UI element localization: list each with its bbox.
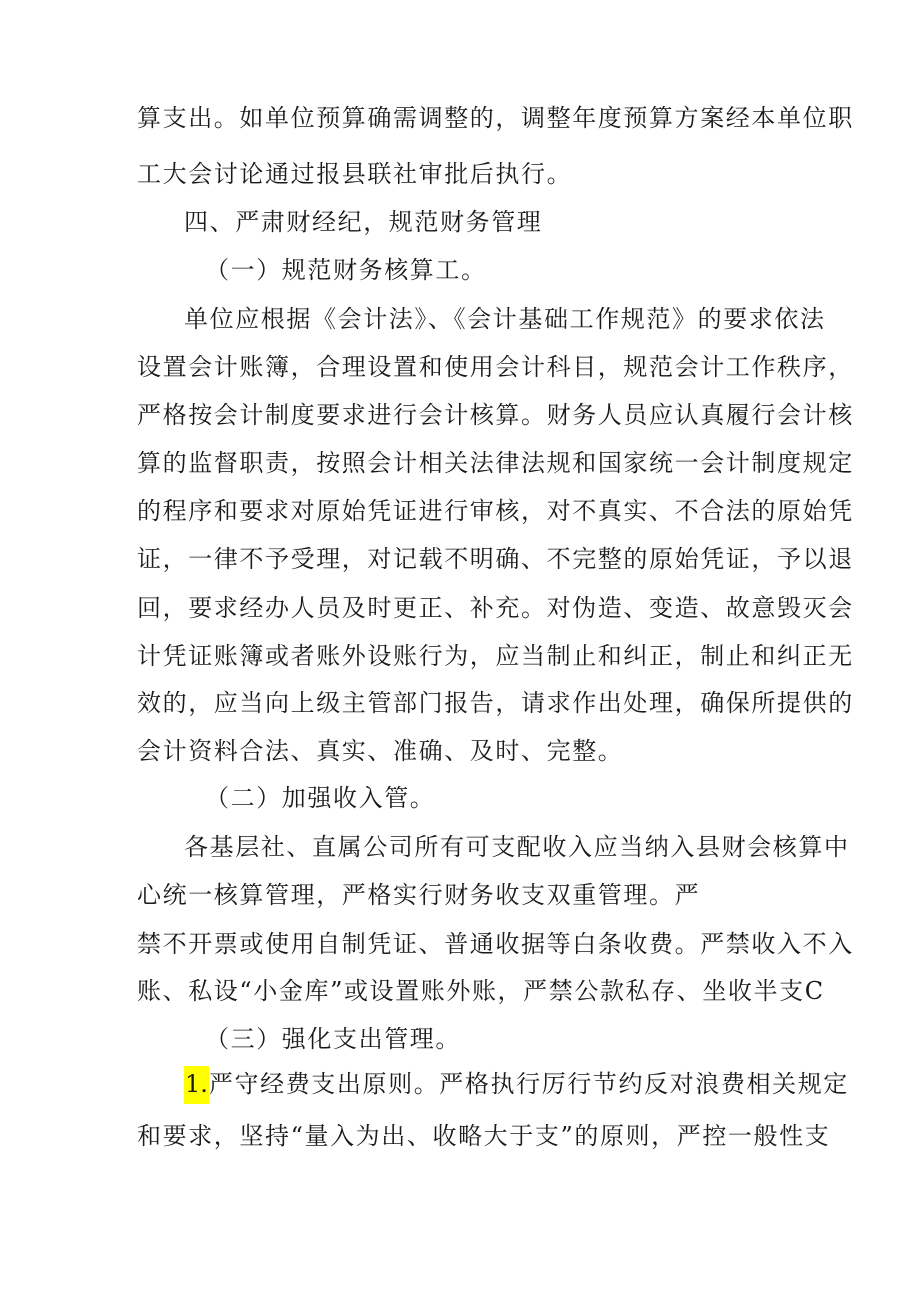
text-line: 心统一核算管理，严格实行财务收支双重管理。严 (137, 881, 701, 909)
text-line: 证，一律不予受理，对记载不明确、不完整的原始凭证，予以退 (137, 545, 854, 573)
subsection-heading: （一）规范财务核算工。 (205, 256, 487, 284)
text-line: 效的，应当向上级主管部门报告，请求作出处理，确保所提供的 (137, 689, 854, 717)
text-line: 设置会计账簿，合理设置和使用会计科目，规范会计工作秩序， (137, 353, 854, 381)
text-line: 会计资料合法、真实、准确、及时、完整。 (137, 737, 624, 765)
paragraph-first-line: 各基层社、直属公司所有可支配收入应当纳入县财会核算中 (184, 833, 850, 861)
text-line: 计凭证账簿或者账外设账行为，应当制止和纠正，制止和纠正无 (137, 642, 854, 670)
text-line: 回，要求经办人员及时更正、补充。对伪造、变造、故意毁灭会 (137, 594, 854, 622)
list-item-text: 严守经费支出原则。严格执行厉行节约反对浪费相关规定 (208, 1070, 849, 1098)
list-item-line (184, 1064, 849, 1104)
highlighted-item-number: 1. (184, 1066, 209, 1104)
text-line: 算支出。如单位预算确需调整的，调整年度预算方案经本单位职 (137, 104, 854, 132)
text-line: 和要求，坚持“量入为出、收略大于支”的原则，严控一般性支 (137, 1122, 831, 1150)
subsection-heading: （二）加强收入管。 (205, 784, 436, 812)
text-line: 严格按会计制度要求进行会计核算。财务人员应认真履行会计核 (137, 401, 854, 429)
text-line: 禁不开票或使用自制凭证、普通收据等白条收费。严禁收入不入 (137, 930, 854, 958)
text-line: 账、私设“小金库”或设置账外账，严禁公款私存、坐收半支C (137, 977, 825, 1005)
text-line: 工大会讨论通过报县联社审批后执行。 (137, 160, 573, 188)
subsection-heading: （三）强化支出管理。 (205, 1025, 461, 1053)
text-line: 的程序和要求对原始凭证进行审核，对不真实、不合法的原始凭 (137, 497, 854, 525)
text-line: 算的监督职责，按照会计相关法律法规和国家统一会计制度规定 (137, 449, 854, 477)
paragraph-first-line: 单位应根据《会计法》、《会计基础工作规范》的要求依法 (184, 305, 826, 333)
section-heading: 四、严肃财经纪，规范财务管理 (184, 208, 543, 236)
